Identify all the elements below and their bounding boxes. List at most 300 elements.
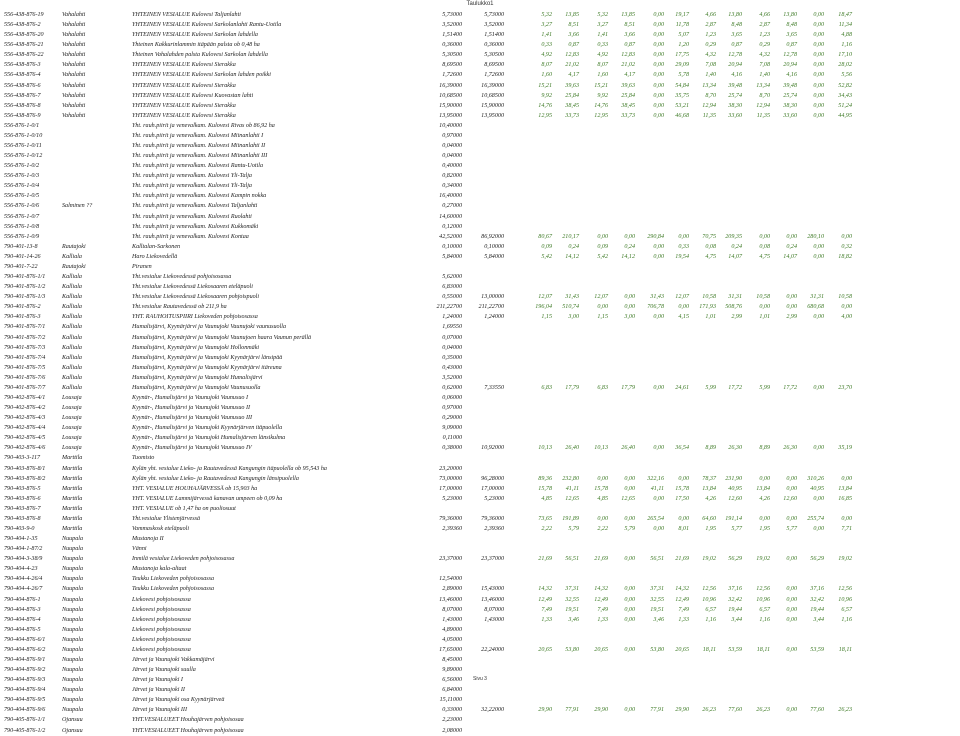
cell-val-k: 680,68 xyxy=(807,304,824,311)
cell-description: Yht. rauh.piirit ja venevalkam. Kulovesi Ruolahti xyxy=(132,213,252,220)
cell-val-f: 20,65 xyxy=(675,646,689,653)
cell-val-h: 12,78 xyxy=(728,52,742,59)
cell-val-l: 16,85 xyxy=(838,495,852,502)
cell-village: Lousaja xyxy=(62,435,82,442)
cell-village: Kalliala xyxy=(62,324,82,331)
cell-description: Yhteinen Vahalahden palsta Kulovesi Sarkolan lahdella xyxy=(132,52,268,59)
cell-val-i: 4,32 xyxy=(759,52,770,59)
cell-val-e: 53,80 xyxy=(650,646,664,653)
cell-area-1: 13,46000 xyxy=(439,596,462,603)
cell-val-e: 56,51 xyxy=(650,556,664,563)
cell-description: Yht.vesialue Ylistenjärvessä xyxy=(132,515,201,522)
cell-val-h: 56,29 xyxy=(728,556,742,563)
cell-val-l: 0,00 xyxy=(841,475,852,482)
cell-val-f: 0,00 xyxy=(678,304,689,311)
cell-description: Kylän yht. vesialue Lieko- ja Rautavedessä Kangungin länsipuolella xyxy=(132,475,299,482)
cell-village: Vahalahti xyxy=(62,52,86,59)
table-row xyxy=(4,494,958,504)
cell-parcel-id: 556-876-1-0/5 xyxy=(4,193,40,200)
cell-val-h: 40,95 xyxy=(728,485,742,492)
cell-val-f: 8,01 xyxy=(678,525,689,532)
cell-val-k: 0,00 xyxy=(813,72,824,79)
cell-description: Humalisjärvi, Kyynärjärvi ja Vaunujoki Kyynärjärvi itäreuna xyxy=(132,364,282,371)
cell-village: Nuupala xyxy=(62,626,83,633)
cell-description: YHT. VESIALUE HOUHAJÄRVESSÄ ob 15,903 ha xyxy=(132,485,258,492)
cell-parcel-id: 790-404-4-26/7 xyxy=(4,586,43,593)
cell-val-j: 38,30 xyxy=(783,102,797,109)
table-row xyxy=(4,443,958,453)
cell-village: Kalliala xyxy=(62,334,82,341)
cell-description: Inmilä vesialue Liekoveden pohjoisosassa xyxy=(132,556,235,563)
table-row xyxy=(4,302,958,312)
cell-description: Liekovesi pohjoisosassa xyxy=(132,596,191,603)
cell-village: Vahalahti xyxy=(62,82,86,89)
cell-val-f: 17,75 xyxy=(675,52,689,59)
cell-description: Yht. rauh.piirit ja venevalkam. Kulovesi Rivas ob 86,92 ha xyxy=(132,122,275,129)
cell-area-1: 16,40000 xyxy=(439,193,462,200)
table-row xyxy=(4,60,958,70)
table-row xyxy=(4,272,958,282)
cell-val-e: 290,84 xyxy=(647,233,664,240)
cell-parcel-id: 790-403-9-0 xyxy=(4,525,35,532)
cell-val-i: 10,58 xyxy=(756,294,770,301)
cell-description: Haro Liekovedellä xyxy=(132,253,178,260)
cell-val-h: 231,90 xyxy=(725,475,742,482)
cell-val-b: 12,65 xyxy=(565,495,579,502)
cell-area-1: 0,97000 xyxy=(442,132,462,139)
cell-val-k: 3,44 xyxy=(813,616,824,623)
cell-area-2: 5,23000 xyxy=(484,495,504,502)
cell-village: Kalliala xyxy=(62,354,82,361)
cell-val-j: 4,16 xyxy=(786,72,797,79)
cell-val-h: 508,76 xyxy=(725,304,742,311)
cell-val-l: 4,00 xyxy=(841,314,852,321)
cell-val-d: 4,17 xyxy=(624,72,635,79)
cell-area-1: 1,24000 xyxy=(442,314,462,321)
cell-area-1: 2,08000 xyxy=(442,727,462,734)
cell-val-l: 7,71 xyxy=(841,525,852,532)
cell-village: Nuupala xyxy=(62,536,83,543)
cell-parcel-id: 790-404-876-9/1 xyxy=(4,657,46,663)
cell-val-j: 0,00 xyxy=(786,616,797,623)
cell-area-1: 0,36000 xyxy=(442,42,462,49)
cell-parcel-id: 790-401-14-26 xyxy=(4,253,41,260)
cell-val-g: 10,96 xyxy=(702,596,716,603)
cell-val-l: 19,02 xyxy=(838,556,852,563)
cell-village: Marttila xyxy=(62,475,83,482)
cell-val-b: 53,80 xyxy=(565,646,579,653)
cell-area-1: 23,37000 xyxy=(439,556,462,563)
cell-val-j: 0,00 xyxy=(786,596,797,603)
cell-village: Kalliala xyxy=(62,253,82,260)
cell-val-i: 1,16 xyxy=(759,616,770,623)
cell-description: Kyynär-, Humalisjärvi ja Vaunujoki Vaunusuo III xyxy=(132,415,253,422)
cell-val-e: 0,00 xyxy=(653,102,664,109)
cell-description: YHTEINEN VESIALUE Kulovesi Sarkolanlahti Rantu-Uotila xyxy=(132,22,282,29)
table-row xyxy=(4,423,958,433)
cell-val-j: 14,07 xyxy=(783,253,797,260)
cell-val-d: 8,51 xyxy=(624,22,635,29)
cell-val-f: 29,90 xyxy=(675,707,689,714)
cell-val-g: 1,23 xyxy=(705,32,716,39)
cell-val-k: 0,00 xyxy=(813,384,824,391)
cell-area-1: 0,04000 xyxy=(442,344,462,351)
cell-val-h: 4,16 xyxy=(731,72,742,79)
cell-parcel-id: 790-401-876-7/1 xyxy=(4,324,46,331)
cell-parcel-id: 790-404-876-9/5 xyxy=(4,697,46,704)
cell-val-k: 0,00 xyxy=(813,62,824,69)
cell-val-c: 14,76 xyxy=(594,102,608,109)
cell-val-b: 4,17 xyxy=(568,72,579,79)
cell-val-g: 171,93 xyxy=(699,304,716,311)
cell-description: YHT.VESIALUEET Houhajärven pohjoisosaa xyxy=(132,727,244,734)
cell-area-1: 13,95000 xyxy=(439,112,462,119)
cell-val-k: 0,00 xyxy=(813,253,824,260)
cell-val-c: 3,27 xyxy=(597,22,608,29)
cell-val-j: 0,24 xyxy=(786,243,797,250)
cell-val-g: 4,75 xyxy=(705,253,716,260)
cell-val-c: 2,22 xyxy=(597,525,608,532)
cell-village: Marttila xyxy=(62,465,83,472)
table-row xyxy=(4,141,958,151)
cell-area-1: 0,38000 xyxy=(442,445,462,452)
table-row xyxy=(4,645,958,655)
table-row xyxy=(4,665,958,675)
cell-parcel-id: 790-402-876-4/1 xyxy=(4,394,46,401)
cell-area-1: 8,07000 xyxy=(442,606,462,613)
cell-description: Humalisjärvi, Kyynärjärvi ja Vaunujoki Vaunusuolla xyxy=(132,384,261,391)
cell-village: Nuupala xyxy=(62,687,83,694)
cell-val-a: 12,49 xyxy=(538,596,552,603)
cell-val-d: 21,02 xyxy=(621,62,635,69)
cell-village: Vahalahti xyxy=(62,22,86,29)
cell-area-1: 8,45000 xyxy=(442,657,462,663)
table-row xyxy=(4,131,958,141)
cell-area-1: 16,39000 xyxy=(439,82,462,89)
cell-val-l: 44,95 xyxy=(838,112,852,119)
cell-area-1: 15,90000 xyxy=(439,102,462,109)
cell-val-g: 1,40 xyxy=(705,72,716,79)
cell-description: Piranen xyxy=(132,263,152,270)
cell-village: Vahalahti xyxy=(62,42,86,49)
cell-val-c: 12,07 xyxy=(594,294,608,301)
cell-village: Marttila xyxy=(62,515,83,522)
table-row xyxy=(4,584,958,594)
cell-parcel-id: 790-401-876-2 xyxy=(4,304,41,311)
cell-val-i: 0,00 xyxy=(759,515,770,522)
cell-area-1: 0,62000 xyxy=(442,384,462,391)
cell-area-1: 4,89000 xyxy=(442,626,462,633)
cell-area-1: 6,84000 xyxy=(442,687,462,694)
cell-val-e: 0,00 xyxy=(653,243,664,250)
table-row xyxy=(4,685,958,695)
cell-val-k: 0,00 xyxy=(813,243,824,250)
table-row xyxy=(4,403,958,413)
table-row xyxy=(4,615,958,625)
cell-val-i: 26,23 xyxy=(756,707,770,714)
cell-description: Vänni xyxy=(132,546,147,553)
cell-val-f: 12,07 xyxy=(675,294,689,301)
cell-val-c: 15,78 xyxy=(594,485,608,492)
cell-val-l: 4,88 xyxy=(841,32,852,39)
cell-val-a: 196,04 xyxy=(535,304,552,311)
cell-val-a: 2,22 xyxy=(541,525,552,532)
cell-val-g: 10,58 xyxy=(702,294,716,301)
cell-val-k: 37,16 xyxy=(810,586,824,593)
table-row xyxy=(4,111,958,121)
cell-area-1: 0,43000 xyxy=(442,364,462,371)
cell-val-k: 255,74 xyxy=(807,515,824,522)
cell-village: Nuupala xyxy=(62,667,83,674)
cell-area-1: 1,69550 xyxy=(442,324,462,331)
cell-val-l: 12,56 xyxy=(838,586,852,593)
cell-val-f: 53,21 xyxy=(675,102,689,109)
cell-description: Järvet ja Vaunujoki suulla xyxy=(132,667,196,674)
cell-val-d: 0,00 xyxy=(624,304,635,311)
cell-village: Nuupala xyxy=(62,546,83,553)
cell-val-i: 8,70 xyxy=(759,92,770,99)
cell-area-2: 15,90000 xyxy=(481,102,504,109)
cell-val-f: 29,09 xyxy=(675,62,689,69)
cell-parcel-id: 790-404-876-4 xyxy=(4,616,41,623)
cell-village: Vahalahti xyxy=(62,72,86,79)
cell-val-d: 0,00 xyxy=(624,606,635,613)
cell-val-k: 0,00 xyxy=(813,82,824,89)
cell-val-i: 18,11 xyxy=(756,646,770,653)
cell-area-2: 5,30500 xyxy=(484,52,504,59)
cell-area-1: 73,00000 xyxy=(439,475,462,482)
cell-description: YHTEINEN VESIALUE Kulovesi Sarkolan lahdella xyxy=(132,32,258,39)
cell-val-d: 12,65 xyxy=(621,495,635,502)
cell-parcel-id: 556-876-1-0/6 xyxy=(4,203,40,210)
cell-val-k: 0,00 xyxy=(813,445,824,452)
cell-parcel-id: 790-403-876-8/2 xyxy=(4,475,46,482)
cell-area-2: 1,43000 xyxy=(484,616,504,623)
cell-val-e: 37,31 xyxy=(650,586,664,593)
table-row xyxy=(4,353,958,363)
cell-val-a: 14,32 xyxy=(538,586,552,593)
cell-val-h: 17,72 xyxy=(728,384,742,391)
cell-description: Humalisjärvi, Kyynärjärvi ja Vaunujoki Vaunujoki vaunusuolla xyxy=(132,324,287,331)
cell-val-c: 7,49 xyxy=(597,606,608,613)
cell-area-2: 22,24000 xyxy=(481,646,504,653)
cell-val-l: 34,43 xyxy=(838,92,852,99)
cell-val-c: 1,33 xyxy=(597,616,608,623)
cell-val-l: 0,00 xyxy=(841,233,852,240)
table-row xyxy=(4,333,958,343)
cell-village: Ojansuu xyxy=(62,717,83,724)
cell-val-e: 0,00 xyxy=(653,72,664,79)
cell-val-j: 39,48 xyxy=(783,82,797,89)
cell-val-a: 1,15 xyxy=(541,314,552,321)
cell-val-i: 11,35 xyxy=(756,112,770,119)
cell-parcel-id: 790-404-3-38/9 xyxy=(4,556,43,563)
table-row xyxy=(4,242,958,252)
cell-description: Liekovesi pohjoisosassa xyxy=(132,636,191,643)
cell-val-i: 0,00 xyxy=(759,233,770,240)
table-row xyxy=(4,393,958,403)
cell-area-2: 10,68500 xyxy=(481,92,504,99)
cell-description: YHT. VESIALUE Lammijärvessä kanavan umpeen ob 0,09 ha xyxy=(132,495,283,502)
cell-parcel-id: 790-401-876-1/1 xyxy=(4,274,46,281)
table-row xyxy=(4,262,958,272)
cell-parcel-id: 790-401-7-22 xyxy=(4,263,38,270)
cell-area-1: 5,30500 xyxy=(442,52,462,59)
cell-val-l: 0,00 xyxy=(841,515,852,522)
cell-val-c: 9,92 xyxy=(597,92,608,99)
cell-description: Järvet ja Vaunujoki I xyxy=(132,677,183,684)
cell-parcel-id: 790-404-876-9/2 xyxy=(4,667,46,674)
cell-parcel-id: 556-438-876-4 xyxy=(4,72,41,79)
cell-area-1: 0,12000 xyxy=(442,223,462,230)
table-row xyxy=(4,695,958,705)
cell-val-g: 70,75 xyxy=(702,233,716,240)
cell-val-c: 21,69 xyxy=(594,556,608,563)
cell-area-1: 2,23000 xyxy=(442,717,462,724)
table-row xyxy=(4,40,958,50)
cell-val-d: 0,00 xyxy=(624,616,635,623)
cell-val-b: 3,66 xyxy=(568,32,579,39)
cell-area-2: 1,72600 xyxy=(484,72,504,79)
cell-val-h: 0,24 xyxy=(731,243,742,250)
cell-description: Yht.vesialue Liekovedessä Liekosaaren pohjoispuoli xyxy=(132,294,260,301)
cell-val-g: 7,08 xyxy=(705,62,716,69)
cell-description: Humalisjärvi, Kyynärjärvi ja Vaunujoki Vaunujoen haara Vaunun perällä xyxy=(132,334,312,341)
cell-area-1: 0,29000 xyxy=(442,415,462,422)
cell-val-e: 0,00 xyxy=(653,62,664,69)
cell-val-e: 3,46 xyxy=(653,616,664,623)
cell-val-g: 13,84 xyxy=(702,485,716,492)
cell-val-a: 15,78 xyxy=(538,485,552,492)
cell-val-e: 265,54 xyxy=(647,515,664,522)
cell-val-f: 4,15 xyxy=(678,314,689,321)
cell-area-1: 0,07000 xyxy=(442,334,462,341)
cell-val-f: 19,54 xyxy=(675,253,689,260)
cell-val-h: 13,80 xyxy=(728,12,742,18)
cell-parcel-id: 556-438-876-7 xyxy=(4,92,41,99)
cell-val-i: 10,96 xyxy=(756,596,770,603)
table-row xyxy=(4,181,958,191)
table-row xyxy=(4,161,958,171)
cell-parcel-id: 790-401-876-1/2 xyxy=(4,284,46,291)
table-row xyxy=(4,121,958,131)
cell-description: YHT. VESIALUE ob 1,47 ha on puoliosuut xyxy=(132,505,236,512)
cell-area-2: 5,73000 xyxy=(484,12,504,18)
cell-area-2: 0,10000 xyxy=(484,243,504,250)
table-row xyxy=(4,20,958,30)
cell-val-j: 33,60 xyxy=(783,112,797,119)
cell-val-j: 0,00 xyxy=(786,294,797,301)
cell-village: Salminen ?? xyxy=(62,203,93,210)
cell-parcel-id: 790-401-876-7/2 xyxy=(4,334,46,341)
cell-parcel-id: 790-404-4-26/4 xyxy=(4,576,43,583)
cell-val-e: 77,91 xyxy=(650,707,664,714)
cell-val-k: 0,00 xyxy=(813,92,824,99)
cell-val-f: 5,07 xyxy=(678,32,689,39)
cell-parcel-id: 790-402-876-4/3 xyxy=(4,415,46,422)
cell-description: YHT.VESIALUEET Houhajärven pohjoisosaa xyxy=(132,717,244,724)
cell-area-2: 17,00000 xyxy=(481,485,504,492)
cell-val-k: 53,59 xyxy=(810,646,824,653)
cell-parcel-id: 556-438-876-19 xyxy=(4,12,44,18)
cell-area-2: 2,39360 xyxy=(484,525,504,532)
cell-val-f: 0,00 xyxy=(678,515,689,522)
cell-val-c: 5,32 xyxy=(597,12,608,18)
table-row xyxy=(4,222,958,232)
cell-val-b: 33,73 xyxy=(565,112,579,119)
cell-parcel-id: 556-876-1-0/7 xyxy=(4,213,40,220)
cell-val-c: 1,60 xyxy=(597,72,608,79)
cell-village: Kalliala xyxy=(62,344,82,351)
cell-val-c: 12,95 xyxy=(594,112,608,119)
cell-val-i: 0,00 xyxy=(759,475,770,482)
page-header: Taulukko1 xyxy=(466,1,494,7)
table-row xyxy=(4,101,958,111)
cell-val-a: 15,21 xyxy=(538,82,552,89)
table-row xyxy=(4,50,958,60)
cell-val-b: 21,02 xyxy=(565,62,579,69)
cell-area-1: 17,00000 xyxy=(439,485,462,492)
cell-val-d: 0,00 xyxy=(624,485,635,492)
cell-val-e: 0,00 xyxy=(653,32,664,39)
cell-val-a: 8,07 xyxy=(541,62,552,69)
cell-val-j: 0,00 xyxy=(786,233,797,240)
cell-val-a: 80,67 xyxy=(538,233,552,240)
table-row xyxy=(4,715,958,725)
cell-area-2: 13,00000 xyxy=(481,294,504,301)
cell-val-j: 12,60 xyxy=(783,495,797,502)
cell-val-a: 5,32 xyxy=(541,12,552,18)
cell-area-1: 0,27000 xyxy=(442,203,462,210)
cell-val-k: 40,95 xyxy=(810,485,824,492)
table-row xyxy=(4,524,958,534)
cell-val-h: 53,59 xyxy=(728,646,742,653)
cell-area-1: 1,72600 xyxy=(442,72,462,79)
table-row xyxy=(4,91,958,101)
cell-village: Rautajoki xyxy=(62,263,86,270)
cell-area-1: 0,40000 xyxy=(442,163,462,170)
cell-parcel-id: 790-402-876-4/4 xyxy=(4,425,46,432)
table-row xyxy=(4,282,958,292)
cell-val-g: 4,26 xyxy=(705,495,716,502)
cell-village: Nuupala xyxy=(62,606,83,613)
cell-val-h: 32,42 xyxy=(728,596,742,603)
cell-val-d: 0,24 xyxy=(624,243,635,250)
cell-val-g: 4,66 xyxy=(705,12,716,18)
cell-area-2: 13,46000 xyxy=(481,596,504,603)
table-row xyxy=(4,10,958,20)
cell-val-j: 0,00 xyxy=(786,304,797,311)
cell-village: Marttila xyxy=(62,455,83,462)
cell-parcel-id: 790-404-876-5 xyxy=(4,626,41,633)
cell-area-2: 79,36000 xyxy=(481,515,504,522)
cell-val-c: 0,00 xyxy=(597,475,608,482)
cell-val-k: 0,00 xyxy=(813,102,824,109)
table-row xyxy=(4,151,958,161)
table-row xyxy=(4,464,958,474)
cell-val-k: 280,10 xyxy=(807,233,824,240)
cell-area-1: 42,52000 xyxy=(439,233,462,240)
cell-area-1: 5,84000 xyxy=(442,253,462,260)
cell-val-j: 8,48 xyxy=(786,22,797,29)
cell-val-a: 0,09 xyxy=(541,243,552,250)
cell-village: Nuupala xyxy=(62,646,83,653)
cell-val-g: 0,29 xyxy=(705,42,716,49)
cell-val-e: 0,00 xyxy=(653,42,664,49)
table-row xyxy=(4,474,958,484)
cell-val-i: 1,40 xyxy=(759,72,770,79)
cell-val-e: 41,11 xyxy=(650,485,664,492)
